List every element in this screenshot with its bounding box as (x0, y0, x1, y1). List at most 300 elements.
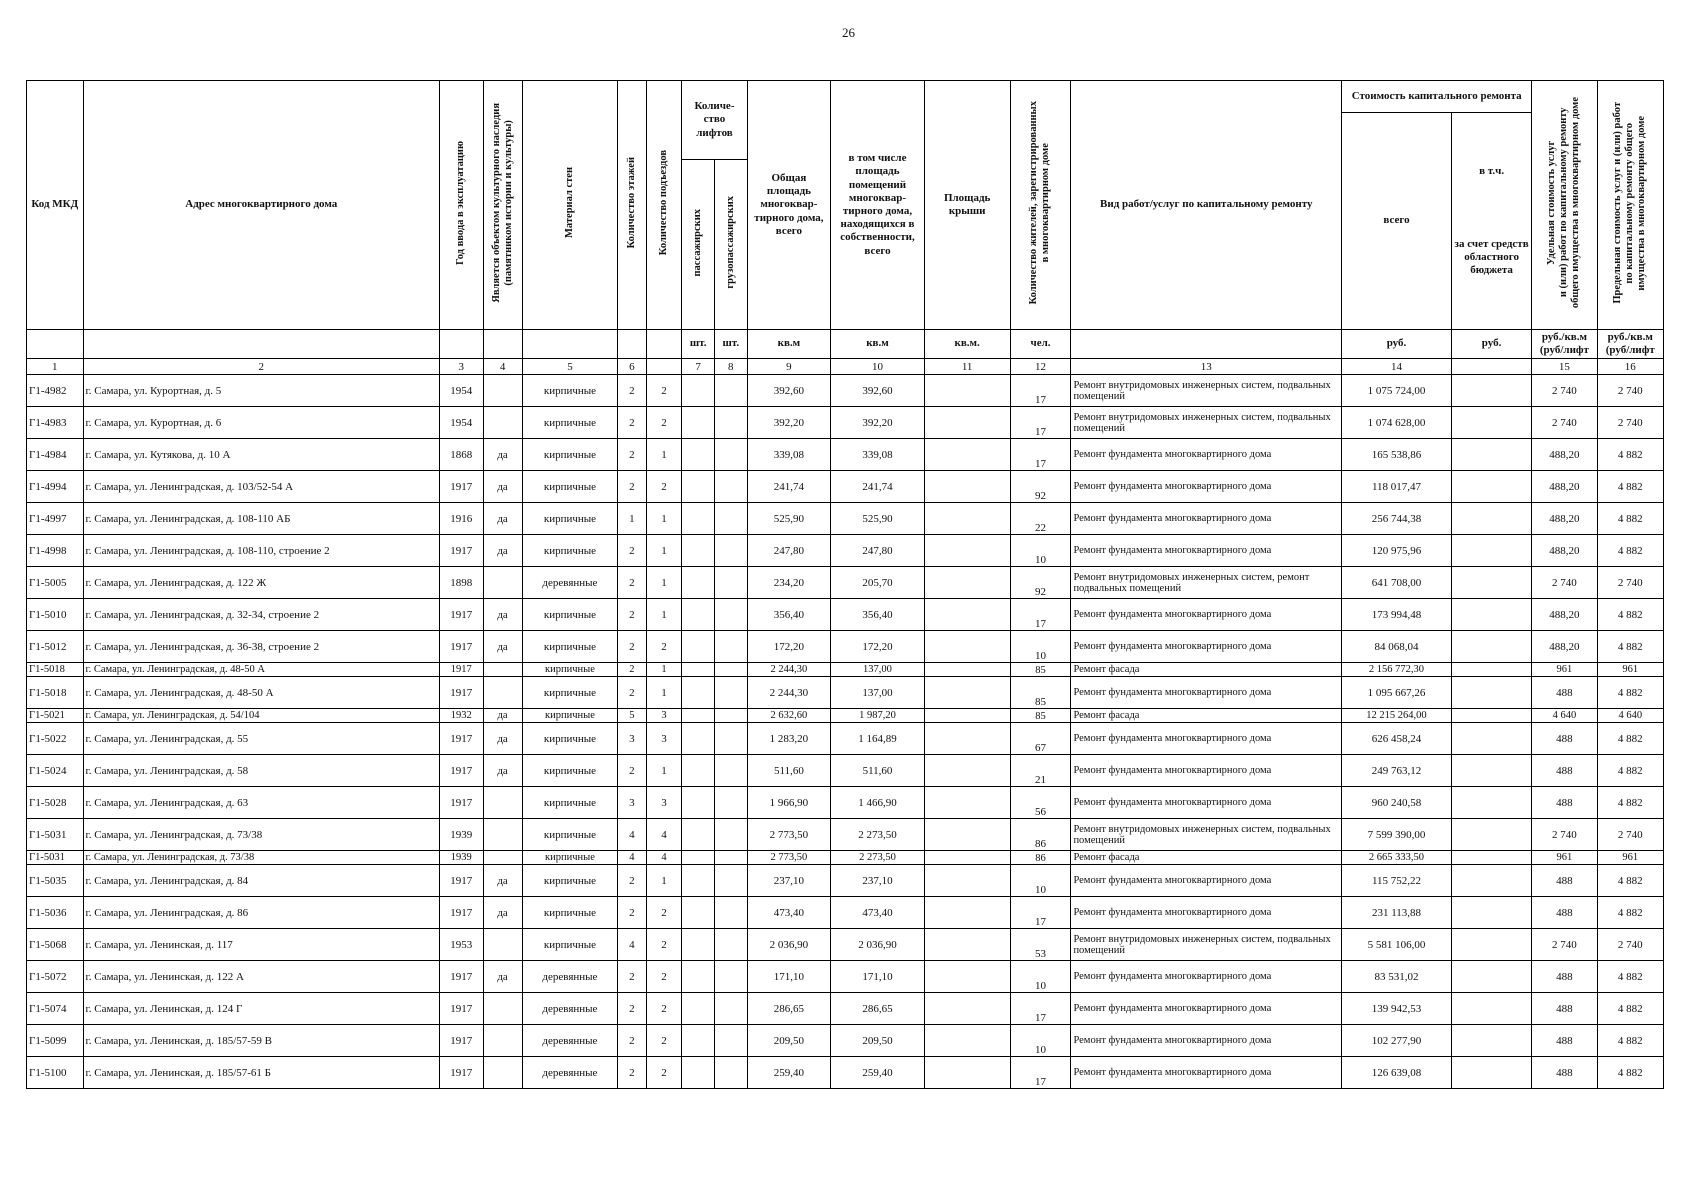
column-numbers-row (27, 359, 1664, 375)
table-row (27, 407, 1664, 439)
cell-floors: 4 (618, 819, 646, 851)
cell-unit-cost: 488 (1532, 993, 1597, 1025)
table-row (27, 567, 1664, 599)
cell-total-area: 1 283,20 (747, 723, 831, 755)
column-number: 7 (682, 359, 715, 375)
cell-cost-regional (1451, 503, 1531, 535)
cell-cost-regional (1451, 961, 1531, 993)
cell-lifts-passenger (682, 897, 715, 929)
page-number: 26 (842, 25, 855, 40)
cell-residents: 92 (1010, 567, 1071, 599)
cell-floors: 1 (618, 503, 646, 535)
cell-owned-area: 171,10 (831, 961, 924, 993)
cell-entrances: 1 (646, 755, 682, 787)
cell-total-area: 237,10 (747, 865, 831, 897)
cell-roof-area (924, 723, 1010, 755)
cell-roof-area (924, 407, 1010, 439)
cell-lifts-freight (714, 631, 747, 663)
cell-unit-cost: 488 (1532, 865, 1597, 897)
cell-cost-regional (1451, 567, 1531, 599)
cell-year: 1917 (440, 471, 483, 503)
cell-code: Г1-5010 (27, 599, 84, 631)
cell-material: кирпичные (522, 471, 618, 503)
cell-code: Г1-5024 (27, 755, 84, 787)
cell-year: 1917 (440, 1025, 483, 1057)
cell-roof-area (924, 631, 1010, 663)
unit-cost-regional: руб. (1451, 330, 1531, 359)
cell-total-area: 339,08 (747, 439, 831, 471)
cell-material: деревянные (522, 1025, 618, 1057)
cell-cost-regional (1451, 535, 1531, 567)
cell-cost-total: 120 975,96 (1342, 535, 1452, 567)
cell-work-type: Ремонт фундамента многоквартирного дома (1071, 865, 1342, 897)
cell-cost-total: 102 277,90 (1342, 1025, 1452, 1057)
cell-material: деревянные (522, 961, 618, 993)
header-material: Материал стен (522, 81, 618, 330)
cell-total-area: 171,10 (747, 961, 831, 993)
cell-lifts-freight (714, 865, 747, 897)
cell-entrances: 1 (646, 439, 682, 471)
cell-lifts-passenger (682, 819, 715, 851)
column-number: 3 (440, 359, 483, 375)
cell-address: г. Самара, ул. Ленинградская, д. 32-34, строение 2 (83, 599, 440, 631)
cell-cost-total: 960 240,58 (1342, 787, 1452, 819)
header-lifts: Количе-ство лифтов (682, 81, 747, 160)
unit-lifts-freight: шт. (714, 330, 747, 359)
cell-roof-area (924, 709, 1010, 723)
cell-code: Г1-4994 (27, 471, 84, 503)
cell-cost-total: 165 538,86 (1342, 439, 1452, 471)
table-row (27, 993, 1664, 1025)
cell-cost-regional (1451, 851, 1531, 865)
cell-code: Г1-5021 (27, 709, 84, 723)
cell-code: Г1-5074 (27, 993, 84, 1025)
cell-roof-area (924, 1057, 1010, 1089)
cell-heritage (483, 663, 522, 677)
cell-total-area: 392,60 (747, 375, 831, 407)
cell-address: г. Самара, ул. Ленинградская, д. 54/104 (83, 709, 440, 723)
header-cost: Стоимость капитального ремонта (1342, 81, 1532, 113)
cell-max-cost: 4 882 (1597, 471, 1663, 503)
cell-residents: 85 (1010, 677, 1071, 709)
repair-registry-table (26, 80, 1664, 1089)
cell-address: г. Самара, ул. Кутякова, д. 10 А (83, 439, 440, 471)
cell-lifts-passenger (682, 631, 715, 663)
cell-roof-area (924, 755, 1010, 787)
cell-material: кирпичные (522, 407, 618, 439)
cell-cost-regional (1451, 755, 1531, 787)
cell-residents: 92 (1010, 471, 1071, 503)
cell-owned-area: 1 987,20 (831, 709, 924, 723)
table-row (27, 663, 1664, 677)
cell-year: 1917 (440, 787, 483, 819)
cell-work-type: Ремонт фундамента многоквартирного дома (1071, 993, 1342, 1025)
cell-lifts-freight (714, 819, 747, 851)
header-floors: Количество этажей (618, 81, 646, 330)
cell-cost-total: 84 068,04 (1342, 631, 1452, 663)
cell-work-type: Ремонт внутридомовых инженерных систем, подвальных помещений (1071, 819, 1342, 851)
cell-cost-regional (1451, 471, 1531, 503)
cell-heritage: да (483, 865, 522, 897)
table-row (27, 819, 1664, 851)
cell-code: Г1-4998 (27, 535, 84, 567)
cell-roof-area (924, 471, 1010, 503)
cell-cost-regional (1451, 787, 1531, 819)
cell-lifts-freight (714, 961, 747, 993)
header-lifts-freight: грузопассажирских (714, 160, 747, 330)
cell-cost-total: 173 994,48 (1342, 599, 1452, 631)
cell-residents: 17 (1010, 897, 1071, 929)
cell-total-area: 259,40 (747, 1057, 831, 1089)
cell-owned-area: 392,60 (831, 375, 924, 407)
cell-cost-total: 249 763,12 (1342, 755, 1452, 787)
cell-owned-area: 356,40 (831, 599, 924, 631)
cell-max-cost: 4 882 (1597, 897, 1663, 929)
cell-total-area: 2 244,30 (747, 663, 831, 677)
cell-heritage: да (483, 535, 522, 567)
cell-material: деревянные (522, 567, 618, 599)
cell-year: 1917 (440, 993, 483, 1025)
cell-code: Г1-5036 (27, 897, 84, 929)
cell-address: г. Самара, ул. Ленинградская, д. 84 (83, 865, 440, 897)
cell-lifts-passenger (682, 787, 715, 819)
cell-address: г. Самара, ул. Ленинская, д. 185/57-61 Б (83, 1057, 440, 1089)
cell-code: Г1-5099 (27, 1025, 84, 1057)
cell-owned-area: 2 273,50 (831, 851, 924, 865)
cell-heritage: да (483, 631, 522, 663)
unit-residents: чел. (1010, 330, 1071, 359)
column-number: 8 (714, 359, 747, 375)
cell-code: Г1-5100 (27, 1057, 84, 1089)
cell-floors: 2 (618, 865, 646, 897)
header-lifts-passenger: пассажирских (682, 160, 715, 330)
cell-roof-area (924, 929, 1010, 961)
cell-year: 1917 (440, 723, 483, 755)
cell-max-cost: 4 882 (1597, 961, 1663, 993)
column-number: 1 (27, 359, 84, 375)
header-roof-area: Площадь крыши (924, 81, 1010, 330)
cell-material: кирпичные (522, 599, 618, 631)
cell-material: кирпичные (522, 897, 618, 929)
unit-max-cost: руб./кв.м (руб/лифт (1597, 330, 1663, 359)
cell-max-cost: 4 882 (1597, 439, 1663, 471)
cell-code: Г1-5068 (27, 929, 84, 961)
cell-year: 1917 (440, 535, 483, 567)
cell-total-area: 247,80 (747, 535, 831, 567)
unit-roof-area: кв.м. (924, 330, 1010, 359)
cell-max-cost: 4 882 (1597, 755, 1663, 787)
cell-residents: 10 (1010, 631, 1071, 663)
cell-entrances: 1 (646, 503, 682, 535)
cell-material: кирпичные (522, 929, 618, 961)
table-row (27, 1057, 1664, 1089)
cell-floors: 4 (618, 851, 646, 865)
cell-residents: 86 (1010, 819, 1071, 851)
cell-heritage (483, 407, 522, 439)
cell-work-type: Ремонт фундамента многоквартирного дома (1071, 1025, 1342, 1057)
table-row (27, 897, 1664, 929)
cell-max-cost: 4 882 (1597, 787, 1663, 819)
cell-total-area: 511,60 (747, 755, 831, 787)
table-row (27, 439, 1664, 471)
cell-address: г. Самара, ул. Ленинградская, д. 58 (83, 755, 440, 787)
cell-work-type: Ремонт внутридомовых инженерных систем, ремонт подвальных помещений (1071, 567, 1342, 599)
table-row (27, 631, 1664, 663)
cell-address: г. Самара, ул. Ленинградская, д. 86 (83, 897, 440, 929)
cell-cost-regional (1451, 439, 1531, 471)
cell-floors: 5 (618, 709, 646, 723)
header-address: Адрес многоквартирного дома (83, 81, 440, 330)
cell-material: кирпичные (522, 709, 618, 723)
cell-entrances: 2 (646, 471, 682, 503)
cell-material: кирпичные (522, 375, 618, 407)
cell-year: 1917 (440, 961, 483, 993)
header-max-cost: Предельная стоимость услуг и (или) работ по капитальному ремонту общего имущества в многоквартирном доме (1597, 81, 1663, 330)
cell-work-type: Ремонт фундамента многоквартирного дома (1071, 439, 1342, 471)
cell-material: кирпичные (522, 787, 618, 819)
cell-cost-total: 231 113,88 (1342, 897, 1452, 929)
cell-total-area: 473,40 (747, 897, 831, 929)
cell-entrances: 1 (646, 663, 682, 677)
cell-unit-cost: 488 (1532, 755, 1597, 787)
cell-material: деревянные (522, 993, 618, 1025)
cell-heritage (483, 851, 522, 865)
cell-total-area: 2 632,60 (747, 709, 831, 723)
cell-unit-cost: 488,20 (1532, 439, 1597, 471)
cell-material: кирпичные (522, 439, 618, 471)
cell-lifts-freight (714, 755, 747, 787)
cell-address: г. Самара, ул. Курортная, д. 6 (83, 407, 440, 439)
cell-cost-regional (1451, 407, 1531, 439)
cell-year: 1917 (440, 897, 483, 929)
cell-lifts-freight (714, 851, 747, 865)
cell-year: 1917 (440, 1057, 483, 1089)
cell-address: г. Самара, ул. Ленинградская, д. 73/38 (83, 819, 440, 851)
cell-work-type: Ремонт фасада (1071, 663, 1342, 677)
cell-address: г. Самара, ул. Ленинская, д. 117 (83, 929, 440, 961)
cell-max-cost: 2 740 (1597, 819, 1663, 851)
cell-lifts-passenger (682, 1025, 715, 1057)
cell-max-cost: 4 882 (1597, 1025, 1663, 1057)
cell-address: г. Самара, ул. Ленинградская, д. 122 Ж (83, 567, 440, 599)
cell-residents: 10 (1010, 535, 1071, 567)
cell-code: Г1-5022 (27, 723, 84, 755)
cell-roof-area (924, 787, 1010, 819)
table-row (27, 787, 1664, 819)
cell-lifts-passenger (682, 407, 715, 439)
cell-heritage (483, 567, 522, 599)
cell-year: 1917 (440, 677, 483, 709)
cell-cost-regional (1451, 1057, 1531, 1089)
cell-code: Г1-5012 (27, 631, 84, 663)
cell-code: Г1-4983 (27, 407, 84, 439)
cell-residents: 53 (1010, 929, 1071, 961)
cell-lifts-passenger (682, 709, 715, 723)
cell-year: 1953 (440, 929, 483, 961)
cell-floors: 4 (618, 929, 646, 961)
table-row (27, 865, 1664, 897)
cell-owned-area: 2 273,50 (831, 819, 924, 851)
cell-cost-total: 7 599 390,00 (1342, 819, 1452, 851)
cell-total-area: 392,20 (747, 407, 831, 439)
cell-owned-area: 339,08 (831, 439, 924, 471)
cell-cost-total: 641 708,00 (1342, 567, 1452, 599)
cell-address: г. Самара, ул. Ленинская, д. 124 Г (83, 993, 440, 1025)
cell-lifts-passenger (682, 851, 715, 865)
cell-heritage (483, 929, 522, 961)
cell-lifts-freight (714, 439, 747, 471)
cell-cost-regional (1451, 1025, 1531, 1057)
cell-residents: 86 (1010, 851, 1071, 865)
units-row (27, 330, 1664, 359)
cell-entrances: 2 (646, 375, 682, 407)
cell-cost-total: 139 942,53 (1342, 993, 1452, 1025)
cell-roof-area (924, 851, 1010, 865)
cell-cost-total: 1 075 724,00 (1342, 375, 1452, 407)
cell-code: Г1-5005 (27, 567, 84, 599)
cell-residents: 56 (1010, 787, 1071, 819)
column-number: 10 (831, 359, 924, 375)
cell-unit-cost: 488,20 (1532, 471, 1597, 503)
cell-residents: 85 (1010, 663, 1071, 677)
cell-unit-cost: 4 640 (1532, 709, 1597, 723)
cell-work-type: Ремонт фундамента многоквартирного дома (1071, 723, 1342, 755)
cell-address: г. Самара, ул. Ленинградская, д. 103/52-54 А (83, 471, 440, 503)
cell-cost-total: 256 744,38 (1342, 503, 1452, 535)
cell-lifts-passenger (682, 1057, 715, 1089)
cell-heritage: да (483, 897, 522, 929)
cell-owned-area: 2 036,90 (831, 929, 924, 961)
cell-total-area: 286,65 (747, 993, 831, 1025)
cell-cost-regional (1451, 865, 1531, 897)
cell-entrances: 2 (646, 407, 682, 439)
cell-residents: 17 (1010, 375, 1071, 407)
cell-work-type: Ремонт фасада (1071, 851, 1342, 865)
cell-floors: 3 (618, 723, 646, 755)
table-row (27, 677, 1664, 709)
table-row (27, 471, 1664, 503)
cell-address: г. Самара, ул. Ленинградская, д. 48-50 А (83, 677, 440, 709)
cell-floors: 2 (618, 407, 646, 439)
cell-lifts-freight (714, 663, 747, 677)
cell-owned-area: 205,70 (831, 567, 924, 599)
cell-owned-area: 1 164,89 (831, 723, 924, 755)
cell-owned-area: 525,90 (831, 503, 924, 535)
cell-lifts-freight (714, 503, 747, 535)
cell-entrances: 2 (646, 1057, 682, 1089)
cell-heritage: да (483, 503, 522, 535)
cell-lifts-passenger (682, 663, 715, 677)
table-header (27, 81, 1664, 375)
cell-cost-regional (1451, 677, 1531, 709)
cell-cost-total: 12 215 264,00 (1342, 709, 1452, 723)
table-row (27, 723, 1664, 755)
table-row (27, 961, 1664, 993)
cell-cost-total: 1 095 667,26 (1342, 677, 1452, 709)
cell-cost-total: 126 639,08 (1342, 1057, 1452, 1089)
cell-work-type: Ремонт внутридомовых инженерных систем, подвальных помещений (1071, 407, 1342, 439)
cell-code: Г1-5018 (27, 663, 84, 677)
cell-cost-total: 118 017,47 (1342, 471, 1452, 503)
cell-year: 1917 (440, 631, 483, 663)
cell-unit-cost: 961 (1532, 663, 1597, 677)
cell-code: Г1-5028 (27, 787, 84, 819)
cell-code: Г1-5031 (27, 851, 84, 865)
cell-year: 1954 (440, 407, 483, 439)
cell-cost-regional (1451, 897, 1531, 929)
cell-total-area: 525,90 (747, 503, 831, 535)
cell-unit-cost: 488 (1532, 1025, 1597, 1057)
cell-entrances: 2 (646, 929, 682, 961)
cell-heritage (483, 1025, 522, 1057)
cell-unit-cost: 488,20 (1532, 535, 1597, 567)
cell-material: кирпичные (522, 677, 618, 709)
header-code: Код МКД (27, 81, 84, 330)
column-number: 6 (618, 359, 646, 375)
cell-material: кирпичные (522, 663, 618, 677)
cell-roof-area (924, 567, 1010, 599)
cell-unit-cost: 2 740 (1532, 567, 1597, 599)
cell-entrances: 4 (646, 851, 682, 865)
cell-owned-area: 247,80 (831, 535, 924, 567)
cell-roof-area (924, 993, 1010, 1025)
cell-lifts-passenger (682, 439, 715, 471)
cell-material: кирпичные (522, 755, 618, 787)
cell-floors: 2 (618, 535, 646, 567)
cell-floors: 2 (618, 993, 646, 1025)
cell-address: г. Самара, ул. Ленинградская, д. 63 (83, 787, 440, 819)
cell-entrances: 3 (646, 723, 682, 755)
cell-work-type: Ремонт фундамента многоквартирного дома (1071, 961, 1342, 993)
header-total-area: Общая площадь многоквар-тирного дома, всего (747, 81, 831, 330)
cell-cost-total: 115 752,22 (1342, 865, 1452, 897)
cell-owned-area: 392,20 (831, 407, 924, 439)
cell-floors: 2 (618, 1057, 646, 1089)
cell-roof-area (924, 865, 1010, 897)
cell-max-cost: 4 882 (1597, 503, 1663, 535)
cell-year: 1954 (440, 375, 483, 407)
cell-material: кирпичные (522, 631, 618, 663)
cell-material: кирпичные (522, 503, 618, 535)
cell-entrances: 1 (646, 599, 682, 631)
cell-floors: 2 (618, 471, 646, 503)
unit-total-area: кв.м (747, 330, 831, 359)
cell-heritage: да (483, 439, 522, 471)
table-body (27, 375, 1664, 1089)
cell-year: 1916 (440, 503, 483, 535)
cell-roof-area (924, 663, 1010, 677)
cell-cost-regional (1451, 819, 1531, 851)
cell-floors: 2 (618, 599, 646, 631)
cell-heritage (483, 993, 522, 1025)
cell-cost-regional (1451, 929, 1531, 961)
cell-floors: 2 (618, 567, 646, 599)
table-row (27, 1025, 1664, 1057)
cell-max-cost: 2 740 (1597, 407, 1663, 439)
cell-lifts-passenger (682, 535, 715, 567)
cell-work-type: Ремонт фундамента многоквартирного дома (1071, 599, 1342, 631)
cell-unit-cost: 2 740 (1532, 819, 1597, 851)
unit-owned-area: кв.м (831, 330, 924, 359)
cell-heritage: да (483, 471, 522, 503)
column-number: 13 (1071, 359, 1342, 375)
cell-residents: 17 (1010, 407, 1071, 439)
cell-lifts-passenger (682, 375, 715, 407)
cell-heritage (483, 375, 522, 407)
cell-total-area: 1 966,90 (747, 787, 831, 819)
cell-residents: 85 (1010, 709, 1071, 723)
cell-unit-cost: 488 (1532, 1057, 1597, 1089)
